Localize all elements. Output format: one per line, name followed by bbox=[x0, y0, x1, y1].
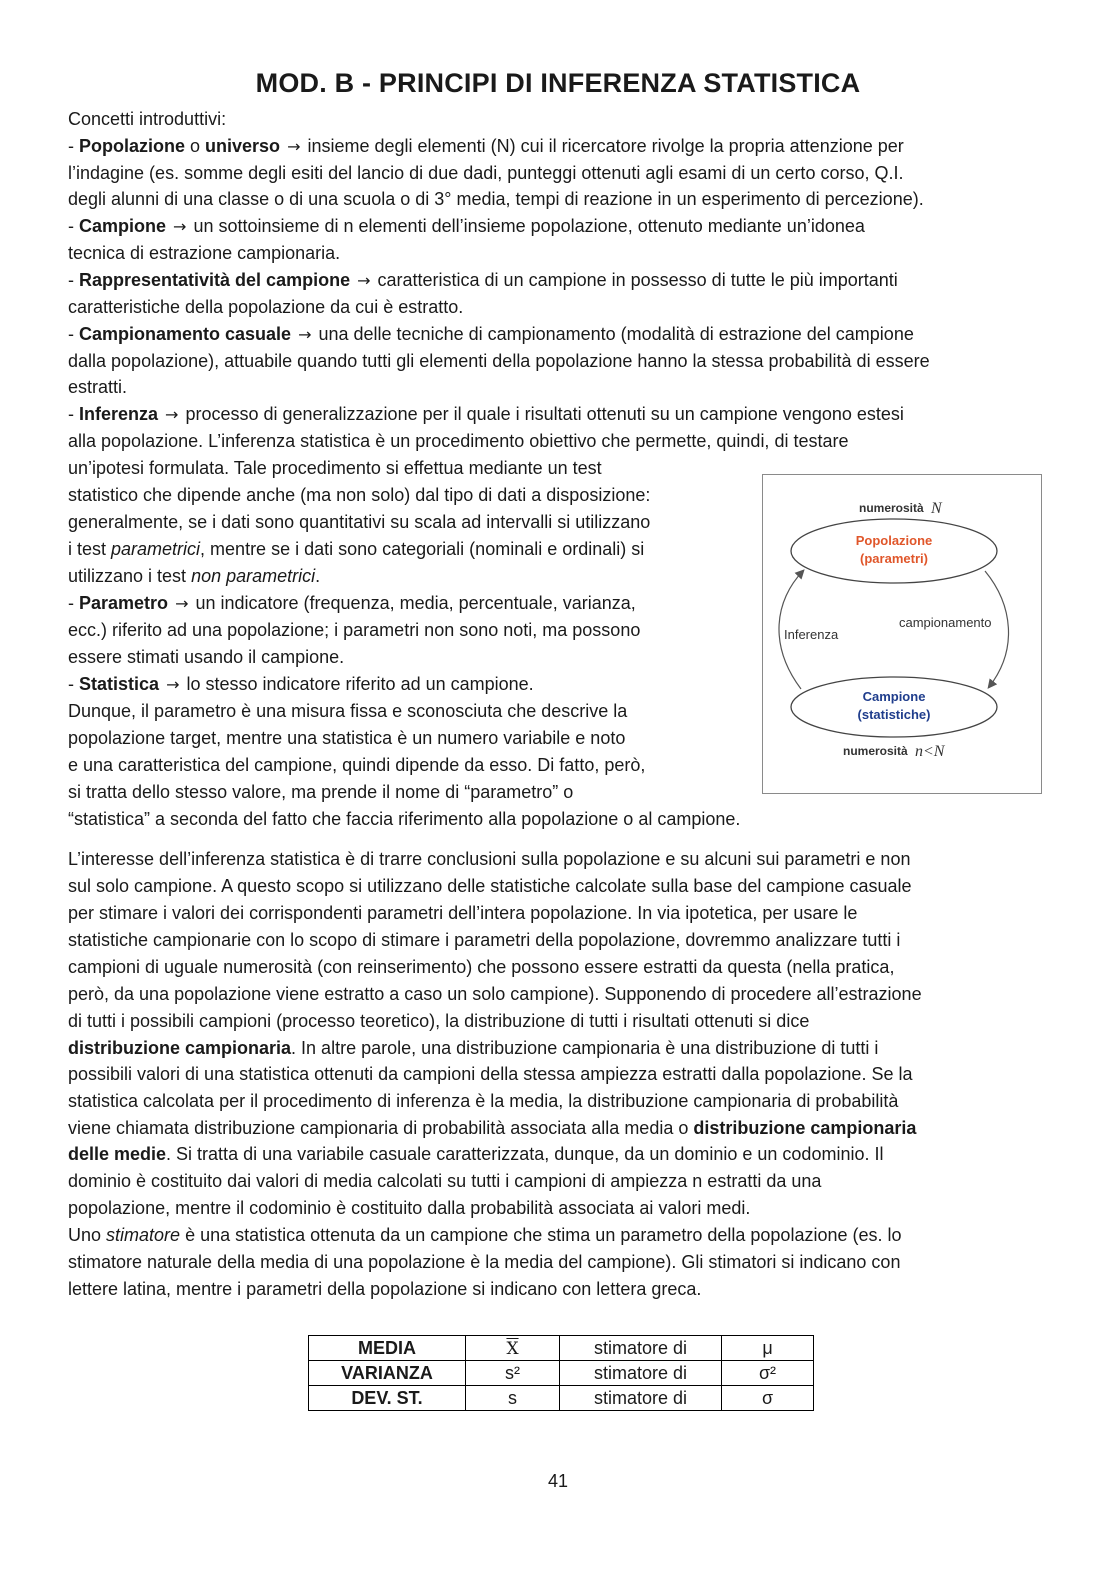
text-run: - bbox=[68, 404, 79, 424]
text-line bbox=[68, 754, 645, 776]
text-line bbox=[68, 673, 534, 696]
text-run: utilizzano i test bbox=[68, 566, 192, 586]
text-run: , mentre se i dati sono categoriali (nominali e ordinali) si bbox=[200, 539, 645, 559]
text-run: è una statistica ottenuta da un campione che stima un parametro della popolazione (es. lo bbox=[180, 1225, 902, 1245]
text-line bbox=[68, 108, 226, 130]
text-run: tecnica di estrazione campionaria. bbox=[68, 243, 341, 263]
text-line bbox=[68, 376, 127, 398]
text-line bbox=[68, 592, 636, 615]
text-run: possibili valori di una statistica ottenuti da campioni della stessa ampiezza estratti dalla popolazione. Se la bbox=[68, 1064, 913, 1084]
text-line bbox=[68, 538, 644, 560]
arrow-right-icon: → bbox=[166, 675, 180, 694]
text-line bbox=[68, 511, 650, 533]
text-run: sul solo campione. A questo scopo si utilizzano delle statistiche calcolate sulla base del campione casuale bbox=[68, 876, 912, 896]
text-run: popolazione target, mentre una statistica è un numero variabile e noto bbox=[68, 728, 626, 748]
text-run: un sottoinsieme di n elementi dell’insieme popolazione, ottenuto mediante un’idonea bbox=[188, 216, 865, 236]
text-line bbox=[68, 484, 650, 506]
text-line bbox=[68, 565, 320, 587]
text-line bbox=[68, 350, 930, 372]
statistic-name-cell bbox=[309, 1336, 466, 1361]
population-parameters-label: (parametri) bbox=[860, 551, 928, 566]
page-title: MOD. B - PRINCIPI DI INFERENZA STATISTICA bbox=[255, 68, 861, 98]
text-run: generalmente, se i dati sono quantitativi su scala ad intervalli si utilizzano bbox=[68, 512, 651, 532]
text-line bbox=[68, 956, 894, 978]
text-run: estratti. bbox=[68, 377, 128, 397]
italic-term: non parametrici bbox=[191, 566, 316, 586]
text-run: statistica calcolata per il procedimento di inferenza è la media, la distribuzione campionaria di probabilità bbox=[68, 1091, 899, 1111]
text-run: Concetti introduttivi: bbox=[68, 109, 227, 129]
estimator-symbol-cell bbox=[466, 1361, 560, 1386]
text-run: lo stesso indicatore riferito ad un campione. bbox=[181, 674, 534, 694]
text-line bbox=[68, 323, 914, 346]
estimators-table bbox=[308, 1335, 814, 1411]
text-run: viene chiamata distribuzione campionaria di probabilità associata alla media o bbox=[68, 1118, 694, 1138]
text-run: caratteristiche della popolazione da cui è estratto. bbox=[68, 297, 464, 317]
estimator-symbol-cell-text: s bbox=[508, 1387, 517, 1408]
text-run: i test bbox=[68, 539, 112, 559]
page-number: 41 bbox=[547, 1471, 569, 1491]
text-run: . Si tratta di una variabile casuale caratterizzata, dunque, da un dominio e un codominio. Il bbox=[166, 1144, 884, 1164]
parameter-symbol-cell-text: σ² bbox=[758, 1362, 777, 1383]
bold-term: Campionamento casuale bbox=[79, 324, 292, 344]
text-line bbox=[68, 162, 903, 184]
text-run: una delle tecniche di campionamento (modalità di estrazione del campione bbox=[313, 324, 914, 344]
text-run: però, da una popolazione viene estratto a caso un solo campione). Supponendo di procedere all’estrazione bbox=[68, 984, 922, 1004]
text-run: processo di generalizzazione per il quale i risultati ottenuti su un campione vengono estesi bbox=[180, 404, 904, 424]
text-line bbox=[68, 242, 340, 264]
text-run: caratteristica di un campione in possesso di tutte le più importanti bbox=[372, 270, 898, 290]
bold-term: universo bbox=[205, 136, 281, 156]
text-line bbox=[68, 700, 627, 722]
text-line bbox=[68, 296, 463, 318]
italic-term: stimatore bbox=[106, 1225, 181, 1245]
relation-cell bbox=[560, 1336, 722, 1361]
sample-label: Campione bbox=[862, 689, 926, 704]
inference-label: Inferenza bbox=[784, 627, 839, 642]
statistic-name-cell-text: DEV. ST. bbox=[351, 1387, 423, 1408]
text-line bbox=[68, 808, 740, 830]
text-run: e una caratteristica del campione, quindi dipende da esso. Di fatto, però, bbox=[68, 755, 646, 775]
text-line bbox=[68, 983, 922, 1005]
text-line bbox=[68, 1251, 900, 1273]
text-run: alla popolazione. L’inferenza statistica è un procedimento obiettivo che permette, quindi, di testare bbox=[68, 431, 849, 451]
text-line bbox=[68, 902, 857, 924]
diagram-graphic bbox=[763, 475, 1041, 793]
relation-cell bbox=[560, 1386, 722, 1411]
statistic-name-cell bbox=[309, 1386, 466, 1411]
statistic-name-cell bbox=[309, 1361, 466, 1386]
text-run: ecc.) riferito ad una popolazione; i parametri non sono noti, ma possono bbox=[68, 620, 641, 640]
parameter-symbol-cell-text: σ bbox=[761, 1387, 774, 1408]
text-line bbox=[68, 875, 912, 897]
text-run: di tutti i possibili campioni (processo teoretico), la distribuzione di tutti i risultati ottenuti si dice bbox=[68, 1011, 810, 1031]
text-line bbox=[68, 1037, 878, 1059]
text-line bbox=[68, 781, 573, 803]
text-run: un’ipotesi formulata. Tale procedimento si effettua mediante un test bbox=[68, 458, 602, 478]
bold-term: distribuzione campionaria bbox=[68, 1038, 292, 1058]
text-run: “statistica” a seconda del fatto che faccia riferimento alla popolazione o al campione. bbox=[68, 809, 741, 829]
text-run: essere stimati usando il campione. bbox=[68, 647, 345, 667]
text-run: . In altre parole, una distribuzione campionaria è una distribuzione di tutti i bbox=[291, 1038, 879, 1058]
inference-diagram bbox=[762, 474, 1042, 794]
text-run: insieme degli elementi (N) cui il ricercatore rivolge la propria attenzione per bbox=[302, 136, 904, 156]
estimator-symbol-cell-text: s² bbox=[505, 1362, 520, 1383]
text-run: popolazione, mentre il codominio è costituito dalla probabilità associata ai valori medi. bbox=[68, 1198, 751, 1218]
text-line bbox=[68, 135, 904, 158]
parameter-symbol-cell bbox=[722, 1361, 814, 1386]
table-row bbox=[309, 1361, 814, 1386]
parameter-symbol-cell-text: μ bbox=[762, 1337, 773, 1358]
text-run: statistico che dipende anche (ma non solo) dal tipo di dati a disposizione: bbox=[68, 485, 651, 505]
bold-term: Rappresentatività del campione bbox=[79, 270, 351, 290]
text-run: . bbox=[315, 566, 321, 586]
bold-term: Popolazione bbox=[79, 136, 186, 156]
bold-term: Inferenza bbox=[79, 404, 159, 424]
text-line bbox=[68, 619, 640, 641]
text-run: o bbox=[185, 136, 206, 156]
text-run: Uno bbox=[68, 1225, 107, 1245]
population-size-label: numerosità bbox=[859, 501, 924, 515]
text-run: - bbox=[68, 674, 79, 694]
text-line bbox=[68, 269, 898, 292]
table-row bbox=[309, 1336, 814, 1361]
arrow-right-icon: → bbox=[165, 405, 179, 424]
text-run: - bbox=[68, 136, 79, 156]
estimator-symbol-cell bbox=[466, 1336, 560, 1361]
text-line bbox=[68, 1090, 898, 1112]
text-run: degli alunni di una classe o di una scuola o di 3° media, tempi di reazione in un esperimento di percezione). bbox=[68, 189, 924, 209]
text-run: lettere latina, mentre i parametri della popolazione si indicano con lettera greca. bbox=[68, 1279, 702, 1299]
parameter-symbol-cell bbox=[722, 1336, 814, 1361]
relation-cell bbox=[560, 1361, 722, 1386]
population-size-symbol: N bbox=[931, 500, 942, 517]
text-run: campioni di uguale numerosità (con reinserimento) che possono essere estratti da questa (nella pratica, bbox=[68, 957, 895, 977]
text-line bbox=[68, 188, 924, 210]
text-line bbox=[68, 1010, 809, 1032]
arrow-right-icon: → bbox=[175, 594, 189, 613]
text-line bbox=[68, 1117, 916, 1139]
arrow-right-icon: → bbox=[173, 217, 187, 236]
arrow-right-icon: → bbox=[287, 137, 301, 156]
sampling-label: campionamento bbox=[899, 615, 992, 630]
population-label: Popolazione bbox=[855, 533, 933, 548]
text-run: L’interesse dell’inferenza statistica è di trarre conclusioni sulla popolazione e su alcuni sui parametri e non bbox=[68, 849, 911, 869]
statistic-name-cell-text: VARIANZA bbox=[341, 1362, 433, 1383]
arrow-right-icon: → bbox=[298, 325, 312, 344]
text-run: Dunque, il parametro è una misura fissa e sconosciuta che descrive la bbox=[68, 701, 628, 721]
sample-size-label: numerosità bbox=[843, 744, 908, 758]
sample-size-symbol: n<N bbox=[915, 743, 945, 760]
text-line bbox=[68, 929, 900, 951]
text-run: dalla popolazione), attuabile quando tutti gli elementi della popolazione hanno la stessa probabilità di essere bbox=[68, 351, 930, 371]
text-line bbox=[68, 457, 602, 479]
text-run: si tratta dello stesso valore, ma prende il nome di “parametro” o bbox=[68, 782, 574, 802]
text-line bbox=[68, 1197, 750, 1219]
table-row bbox=[309, 1386, 814, 1411]
text-run: dominio è costituito dai valori di media calcolati su tutti i campioni di ampiezza n estratti da una bbox=[68, 1171, 822, 1191]
text-line bbox=[68, 727, 625, 749]
text-run: l’indagine (es. somme degli esiti del lancio di due dadi, punteggi ottenuti agli esami di un certo corso, Q.I. bbox=[68, 163, 904, 183]
text-line bbox=[68, 646, 344, 668]
sample-statistics-label: (statistiche) bbox=[857, 707, 931, 722]
bold-term: Campione bbox=[79, 216, 167, 236]
statistic-name-cell-text: MEDIA bbox=[358, 1337, 416, 1358]
italic-term: parametrici bbox=[111, 539, 201, 559]
text-line bbox=[68, 1170, 821, 1192]
text-run: stimatore naturale della media di una popolazione è la media del campione). Gli stimatori si indicano con bbox=[68, 1252, 901, 1272]
relation-cell-text: stimatore di bbox=[593, 1362, 688, 1383]
text-line bbox=[68, 1063, 912, 1085]
text-run: - bbox=[68, 270, 79, 290]
text-run: un indicatore (frequenza, media, percentuale, varianza, bbox=[190, 593, 636, 613]
text-line bbox=[68, 1224, 902, 1246]
bold-term: distribuzione campionaria bbox=[693, 1118, 917, 1138]
text-run: - bbox=[68, 593, 79, 613]
text-line bbox=[68, 1143, 883, 1165]
bold-term: delle medie bbox=[68, 1144, 167, 1164]
text-line bbox=[68, 1278, 701, 1300]
bold-term: Statistica bbox=[79, 674, 160, 694]
estimator-symbol-cell bbox=[466, 1386, 560, 1411]
text-run: - bbox=[68, 216, 79, 236]
text-line bbox=[68, 403, 904, 426]
relation-cell-text: stimatore di bbox=[593, 1337, 688, 1358]
parameter-symbol-cell bbox=[722, 1386, 814, 1411]
estimator-symbol-cell-text: $\overline{X}$ bbox=[506, 1338, 519, 1359]
arrow-right-icon: → bbox=[357, 271, 371, 290]
text-run: statistiche campionarie con lo scopo di stimare i parametri della popolazione, dovremmo analizzare tutti i bbox=[68, 930, 901, 950]
bold-term: Parametro bbox=[79, 593, 169, 613]
text-run: per stimare i valori dei corrispondenti parametri dell’intera popolazione. In via ipotetica, per usare le bbox=[68, 903, 858, 923]
text-line bbox=[68, 848, 910, 870]
relation-cell-text: stimatore di bbox=[593, 1387, 688, 1408]
text-line bbox=[68, 430, 848, 452]
text-run: - bbox=[68, 324, 79, 344]
text-line bbox=[68, 215, 865, 238]
